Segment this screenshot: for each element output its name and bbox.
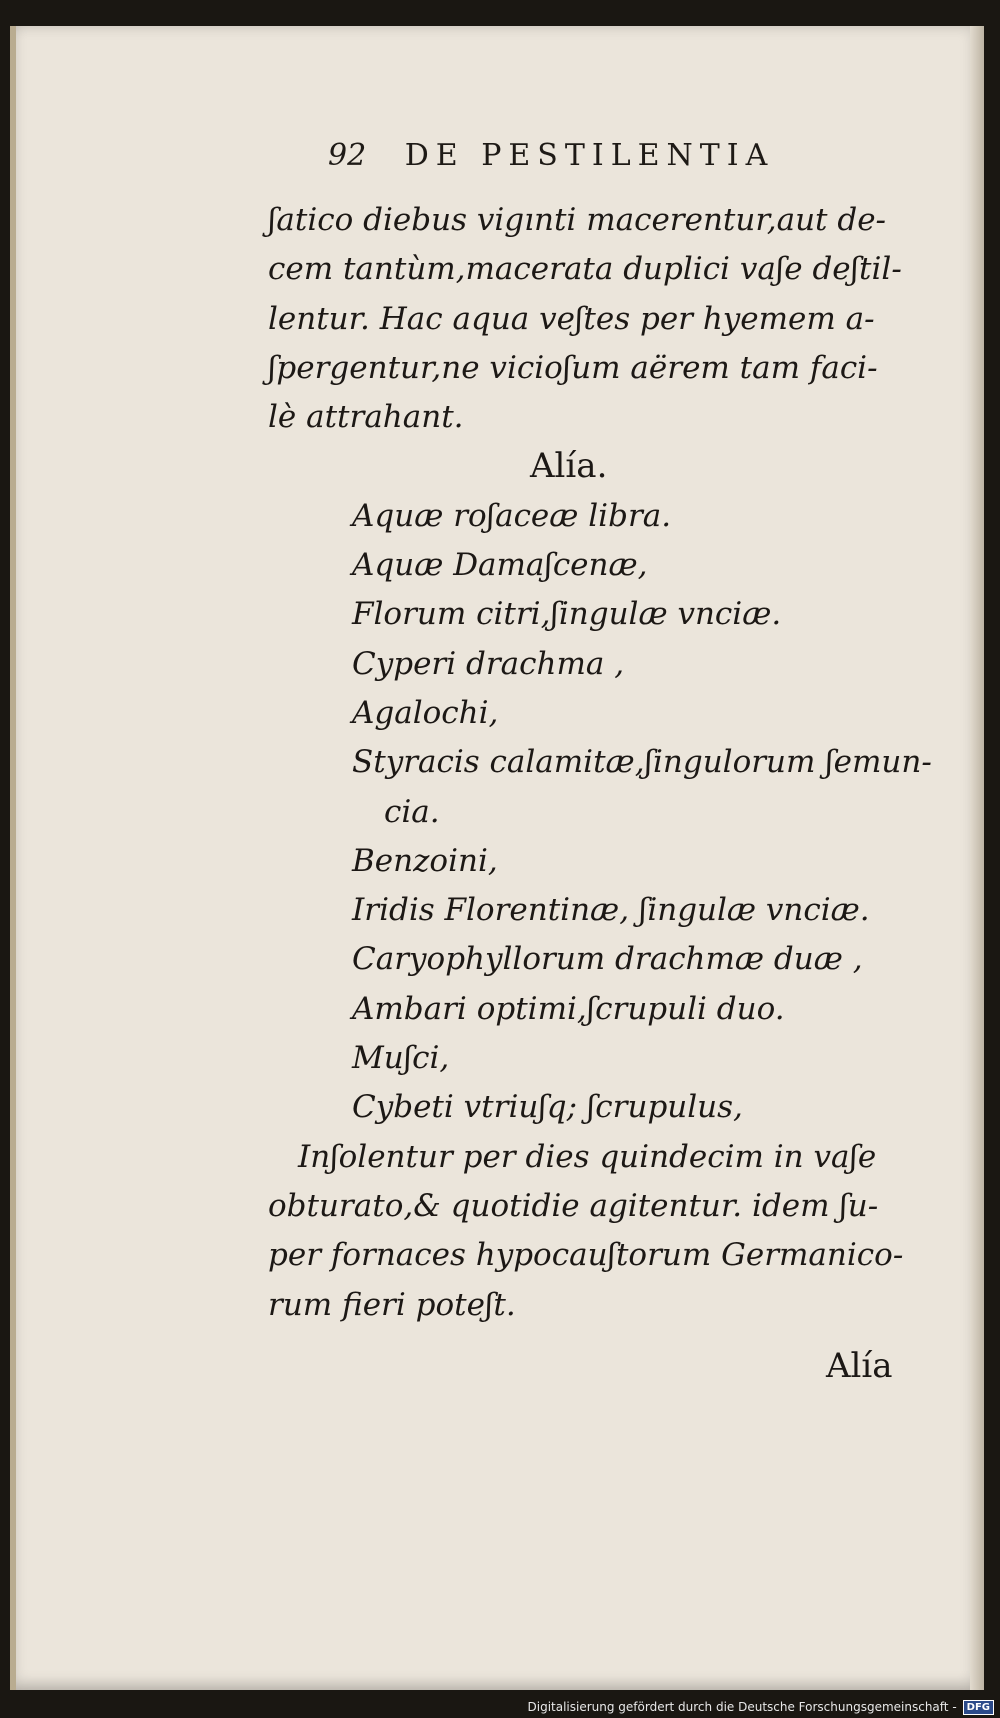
body-line: ʃatico diebus vigınti macerentur,aut de- bbox=[268, 202, 887, 238]
recipe-line: rum fieri poteʃt. bbox=[268, 1286, 516, 1323]
dfg-logo: DFG bbox=[963, 1700, 994, 1715]
running-title: DE PESTILENTIA bbox=[404, 138, 775, 173]
recipe-line: Styracis calamitæ,ʃingulorum ʃemun- bbox=[352, 744, 932, 781]
recipe-line: Florum citri,ʃingulæ vnciæ. bbox=[352, 596, 782, 633]
recipe-line: Ambari optimi,ʃcrupuli duo. bbox=[352, 990, 785, 1027]
recipe-line: per fornaces hypocauʃtorum Germanico- bbox=[268, 1237, 904, 1274]
page-number: 92 bbox=[328, 138, 367, 173]
catchword: Alía bbox=[826, 1346, 893, 1386]
recipe-heading: Alía. bbox=[530, 446, 608, 487]
page-edge bbox=[970, 26, 984, 1690]
running-header bbox=[328, 138, 848, 178]
recipe-line: Inʃolentur per dies quindecim in vaʃe bbox=[298, 1138, 877, 1175]
recipe-line: Caryophyllorum drachmæ duæ , bbox=[352, 941, 863, 978]
recipe-line: Cybeti vtriuʃq; ʃcrupulus, bbox=[352, 1089, 743, 1126]
recipe-line: Agalochi, bbox=[352, 694, 499, 731]
page-text bbox=[268, 196, 932, 1330]
recipe-line: Aquæ Damaʃcenæ, bbox=[352, 547, 648, 584]
credit-text: Digitalisierung gefördert durch die Deutsche Forschungsgemeinschaft - bbox=[527, 1700, 957, 1714]
recipe-line: Muʃci, bbox=[352, 1040, 450, 1077]
recipe-line: Cyperi drachma , bbox=[352, 645, 625, 682]
recipe-line: Iridis Florentinæ, ʃingulæ vnciæ. bbox=[352, 892, 870, 929]
body-line: cem tantùm,macerata duplici vaʃe deʃtil- bbox=[268, 251, 902, 288]
recipe-line: cia. bbox=[384, 793, 440, 830]
body-line: lè attrahant. bbox=[268, 399, 464, 436]
recipe-line: obturato,& quotidie agitentur. idem ʃu- bbox=[268, 1187, 879, 1224]
body-line: ʃpergentur,ne vicioʃum aërem tam faci- bbox=[268, 349, 878, 386]
digitization-credit bbox=[528, 1698, 995, 1716]
body-line: lentur. Hac aqua veʃtes per hyemem a- bbox=[268, 300, 875, 337]
recipe-line: Aquæ roʃaceæ libra. bbox=[352, 497, 672, 534]
recipe-line: Benzoini, bbox=[352, 842, 498, 879]
